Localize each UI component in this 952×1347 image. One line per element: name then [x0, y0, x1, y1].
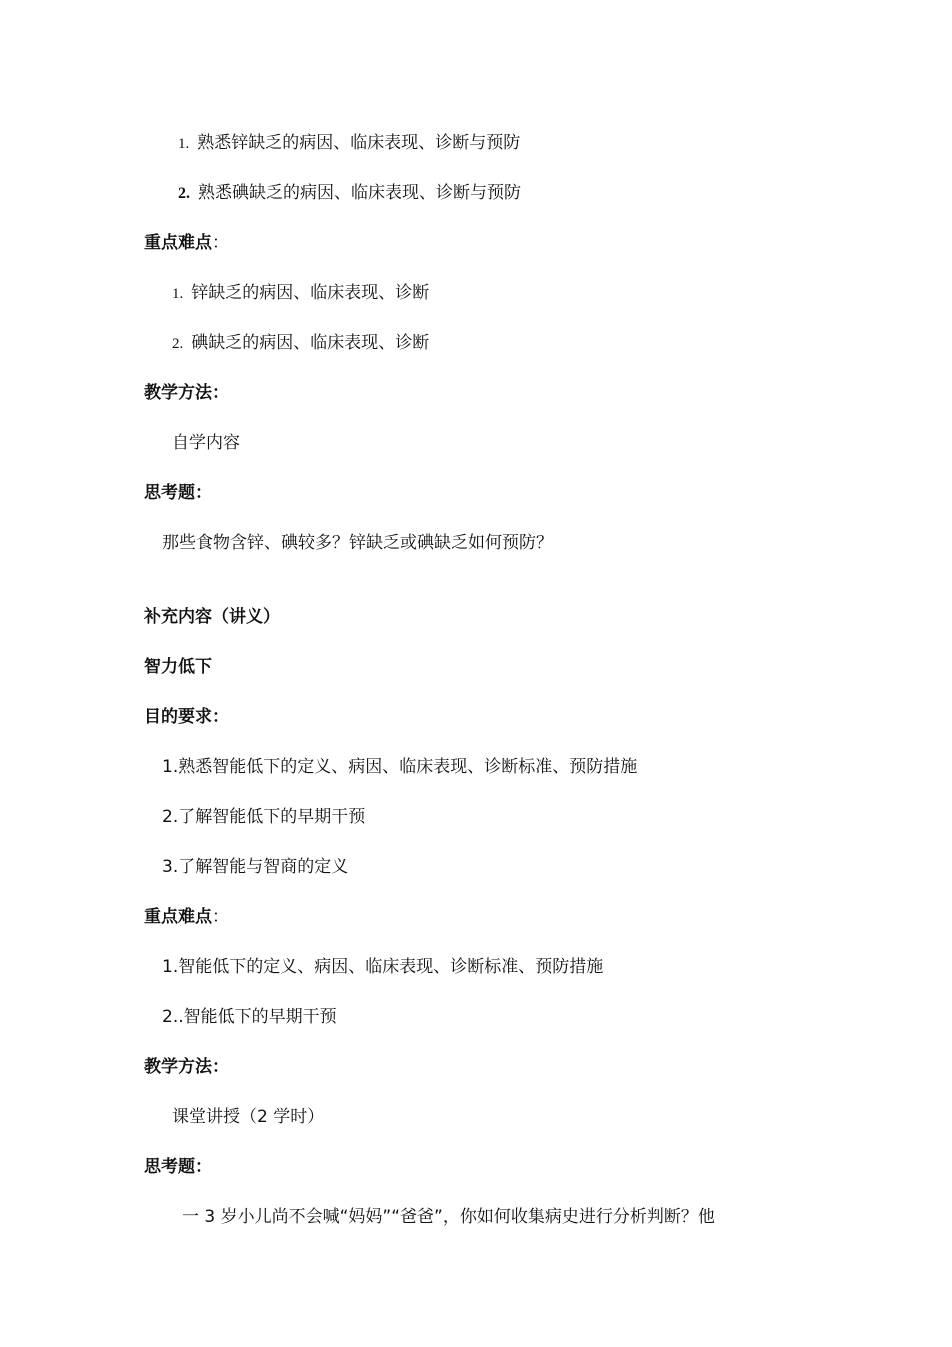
key-point-text: 锌缺乏的病因、临床表现、诊断: [191, 283, 430, 303]
goal-item-number: 1.: [178, 136, 190, 152]
method-text: 课堂讲授（2 学时）: [172, 1107, 325, 1127]
question-text: 那些食物含锌、碘较多？锌缺乏或碘缺乏如何预防？: [162, 533, 553, 553]
key-point-item-1: [172, 281, 429, 306]
key-point-item-1: 1.智能低下的定义、病因、临床表现、诊断标准、预防措施: [162, 957, 604, 977]
goals-heading: 目的要求：: [144, 707, 229, 727]
key-points-heading-label: 重点难点: [144, 907, 212, 927]
key-points-heading: [144, 905, 229, 929]
key-point-number: 2.: [172, 336, 184, 352]
key-points-heading-colon: ：: [212, 233, 229, 253]
key-points-heading-colon: ：: [212, 907, 229, 927]
question-heading: 思考题：: [144, 1157, 212, 1177]
supplement-heading: 补充内容（讲义）: [144, 607, 280, 627]
goal-item-1: 1.熟悉智能低下的定义、病因、临床表现、诊断标准、预防措施: [162, 757, 638, 777]
key-point-item-2: 2..智能低下的早期干预: [162, 1007, 337, 1027]
question-text: 一 3 岁小儿尚不会喊“妈妈”“爸爸”，你如何收集病史进行分析判断？他: [182, 1207, 715, 1227]
goal-item-text: 熟悉碘缺乏的病因、临床表现、诊断与预防: [198, 183, 521, 203]
key-point-number: 1.: [172, 286, 184, 302]
goal-item-3: 3.了解智能与智商的定义: [162, 857, 349, 877]
method-heading: 教学方法：: [144, 1057, 229, 1077]
key-point-text: 碘缺乏的病因、临床表现、诊断: [191, 333, 430, 353]
goal-item-2: 2.了解智能低下的早期干预: [162, 807, 366, 827]
goal-item-number: 2.: [178, 185, 190, 202]
question-heading: 思考题：: [144, 483, 212, 503]
goal-item-text: 熟悉锌缺乏的病因、临床表现、诊断与预防: [197, 133, 521, 153]
topic-title: 智力低下: [144, 657, 212, 677]
method-heading: 教学方法：: [144, 383, 229, 403]
key-points-heading-label: 重点难点: [144, 233, 212, 253]
key-point-item-2: [172, 331, 429, 356]
goal-item-2: [178, 181, 521, 206]
key-points-heading: [144, 231, 229, 255]
goal-item-1: [178, 131, 520, 156]
method-text: 自学内容: [172, 433, 240, 453]
